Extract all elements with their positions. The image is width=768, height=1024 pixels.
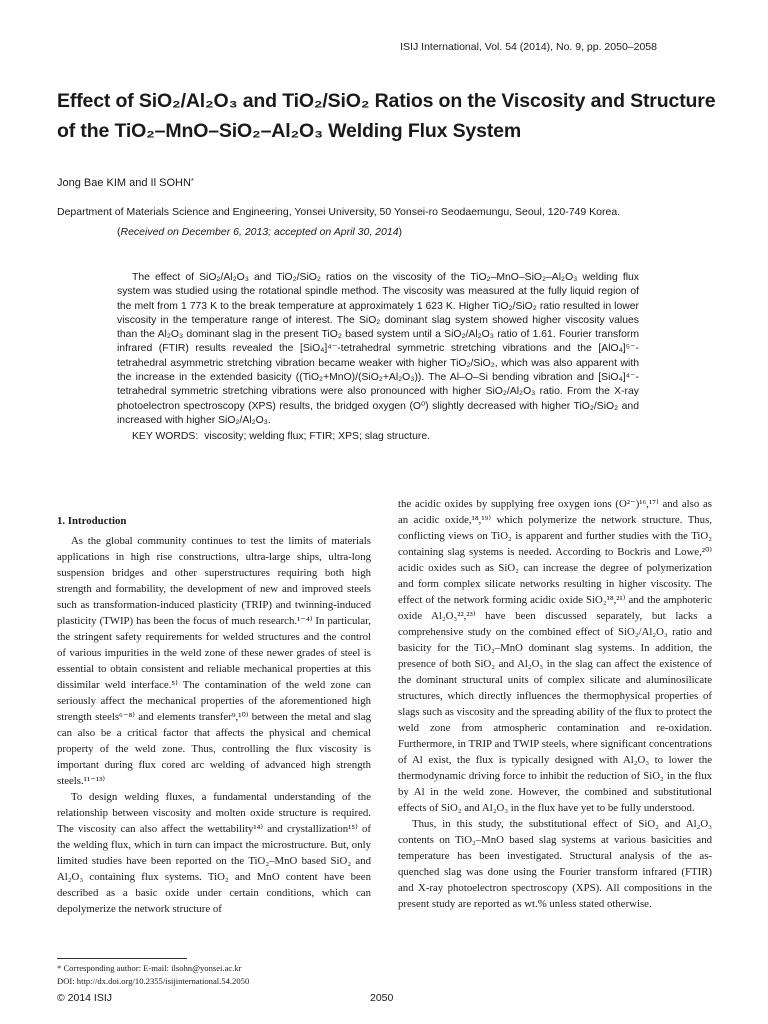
- received-close-paren: ): [398, 226, 403, 238]
- corresponding-author-mark: *: [190, 175, 194, 185]
- body-paragraph-1: As the global community continues to test the limits of materials applications in high rise constructions, ultra-large ships, ultra-long suspension bridges and other superstructures requiring both high strength and formability, the development of new and improved steels such as transformation-induced plasticity (TRIP) and twinning-induced plasticity (TWIP) has been the focus of much research.¹⁻⁴⁾ In particular, the stringent safety requirements for welded structures and the control of various impurities in the weld zone of these newer grades of steel is essential to obtain consistent and reliable mechanical properties at this dissimilar weld interface.⁵⁾ The contamination of the weld zone can seriously affect the mechanical properties of the aforementioned high strength steels⁶⁻⁸⁾ and elements transfer⁹,¹⁰⁾ between the metal and slag can also be a critical factor that affects the physical and chemical property of the weld zone. Thus, controlling the flux viscosity is important during flux cored arc welding of advanced high strength steels.¹¹⁻¹³⁾: [57, 535, 371, 787]
- page-number: 2050: [370, 992, 394, 1004]
- author-list: [57, 177, 194, 189]
- section-heading-introduction: 1. Introduction: [57, 515, 127, 527]
- journal-reference: ISIJ International, Vol. 54 (2014), No. 9, pp. 2050–2058: [400, 41, 657, 53]
- abstract: The effect of SiO₂/Al₂O₃ and TiO₂/SiO₂ ratios on the viscosity of the TiO₂–MnO–SiO₂–Al₂O₃ welding flux system was studied using the rotational spindle method. The viscosity was measured at the fully liquid region of the melt from 1 773 K to the break temperature at approximately 1 623 K. Higher TiO₂/SiO₂ ratio resulted in lower viscosity in the temperature range of interest. The SiO₂ dominant slag system showed higher viscosity values than the Al₂O₃ dominant slag in the present TiO₂ based system until a SiO₂/Al₂O₃ ratio of 1.61. Fourier transform infrared (FTIR) results revealed the [SiO₄]⁴⁻-tetrahedral symmetric stretching vibrations and the [AlO₄]⁵⁻-tetrahedral asymmetric stretching vibration became weaker with higher TiO₂/SiO₂, which was also apparent with the increase in the extended basicity ((TiO₂+MnO)/(SiO₂+Al₂O₃)). The Al–O–Si bending vibration and [SiO₄]⁴⁻-tetrahedral symmetric stretching vibrations were also pronounced with higher SiO₂/Al₂O₃ ratio. From the X-ray photoelectron spectroscopy (XPS) results, the bridged oxygen (O⁰) slightly decreased with higher TiO₂/SiO₂ and increased with higher SiO₂/Al₂O₃.: [117, 272, 639, 426]
- body-paragraph-2: To design welding fluxes, a fundamental understanding of the relationship between viscosity and molten oxide structure is required. The viscosity can also affect the wettability¹⁴⁾ and crystallization¹⁵⁾ of the welding flux, which in turn can impact the microstructure. But, only limited studies have been reported on the TiO₂–MnO based SiO₂ and Al₂O₃ containing flux systems. TiO₂ and MnO content have been described as a basic oxide under certain conditions, which can depolymerize the network structure of: [57, 791, 371, 915]
- keywords: [132, 431, 430, 442]
- author-names: Jong Bae KIM and Il SOHN: [57, 177, 191, 189]
- body-column-left: [57, 513, 371, 917]
- received-open-paren: (: [117, 226, 121, 238]
- footer-copyright: © 2014 ISIJ: [57, 992, 113, 1004]
- body-paragraph-2-continued: the acidic oxides by supplying free oxygen ions (O²⁻)¹⁶,¹⁷⁾ and also as an acidic oxide,¹⁸,¹⁹⁾ which polymerize the network structure. Thus, conflicting views on TiO₂ is apparent and further studies with the TiO₂ containing slag systems is needed. According to Bockris and Lowe,²⁰⁾ acidic oxides such as SiO₂ can increase the degree of polymerization and form complex silicate networks resulting in higher viscosity. The effect of the network forming acidic oxide SiO₂¹⁸,²¹⁾ and the amphoteric oxide Al₂O₃²²,²³⁾ have been discussed separately, but lacks a comprehensive study on the combined effect of SiO₂/Al₂O₃ ratio and basicity for the TiO₂–MnO dominant slag systems. In addition, the presence of both SiO₂ and Al₂O₃ in the slag can affect the existence of the dominant structural units of complex silicate and aluminosilicate structures, which directly influences the thermophysical properties of slags such as viscosity and the spreading ability of the flux to protect the weld zone from atmospheric contamination and re-oxidation. Furthermore, in TRIP and TWIP steels, where significant concentrations of Al exist, the flux is typically designed with Al₂O₃ to lower the thermodynamic driving force to inhibit the reduction of SiO₂ in the flux by Al in the weld zone. However, the combined and substitutional effects of SiO₂ and Al₂O₃ in the flux have yet to be fully understood.: [398, 498, 712, 814]
- keywords-label: KEY WORDS:: [132, 431, 199, 442]
- footnotes: [57, 962, 249, 988]
- keywords-terms: viscosity; welding flux; FTIR; XPS; slag structure.: [204, 431, 430, 442]
- paper-title: Effect of SiO₂/Al₂O₃ and TiO₂/SiO₂ Ratios on the Viscosity and Structure of the TiO₂–MnO–SiO₂–Al₂O₃ Welding Flux System: [57, 90, 716, 142]
- doi-footnote: DOI: http://dx.doi.org/10.2355/isijinternational.54.2050: [57, 976, 250, 986]
- corresponding-author-footnote: * Corresponding author: E-mail: ilsohn@yonsei.ac.kr: [57, 963, 242, 973]
- body-paragraph-3: Thus, in this study, the substitutional effect of SiO₂ and Al₂O₃ contents on TiO₂–MnO based slag systems at various basicities and temperature has been investigated. Structural analysis of the as-quenched slag was done using the Fourier transform infrared (FTIR) and X-ray photoelectron spectroscopy (XPS). All compositions in the present study are reported as wt.% unless stated otherwise.: [398, 818, 712, 910]
- affiliation: Department of Materials Science and Engineering, Yonsei University, 50 Yonsei-ro Seodaemungu, Seoul, 120-749 Korea.: [57, 206, 621, 218]
- received-text: Received on December 6, 2013; accepted on April 30, 2014: [120, 226, 399, 238]
- body-column-right: [398, 496, 712, 912]
- received-dates: [117, 226, 402, 238]
- footnote-divider: [57, 958, 187, 959]
